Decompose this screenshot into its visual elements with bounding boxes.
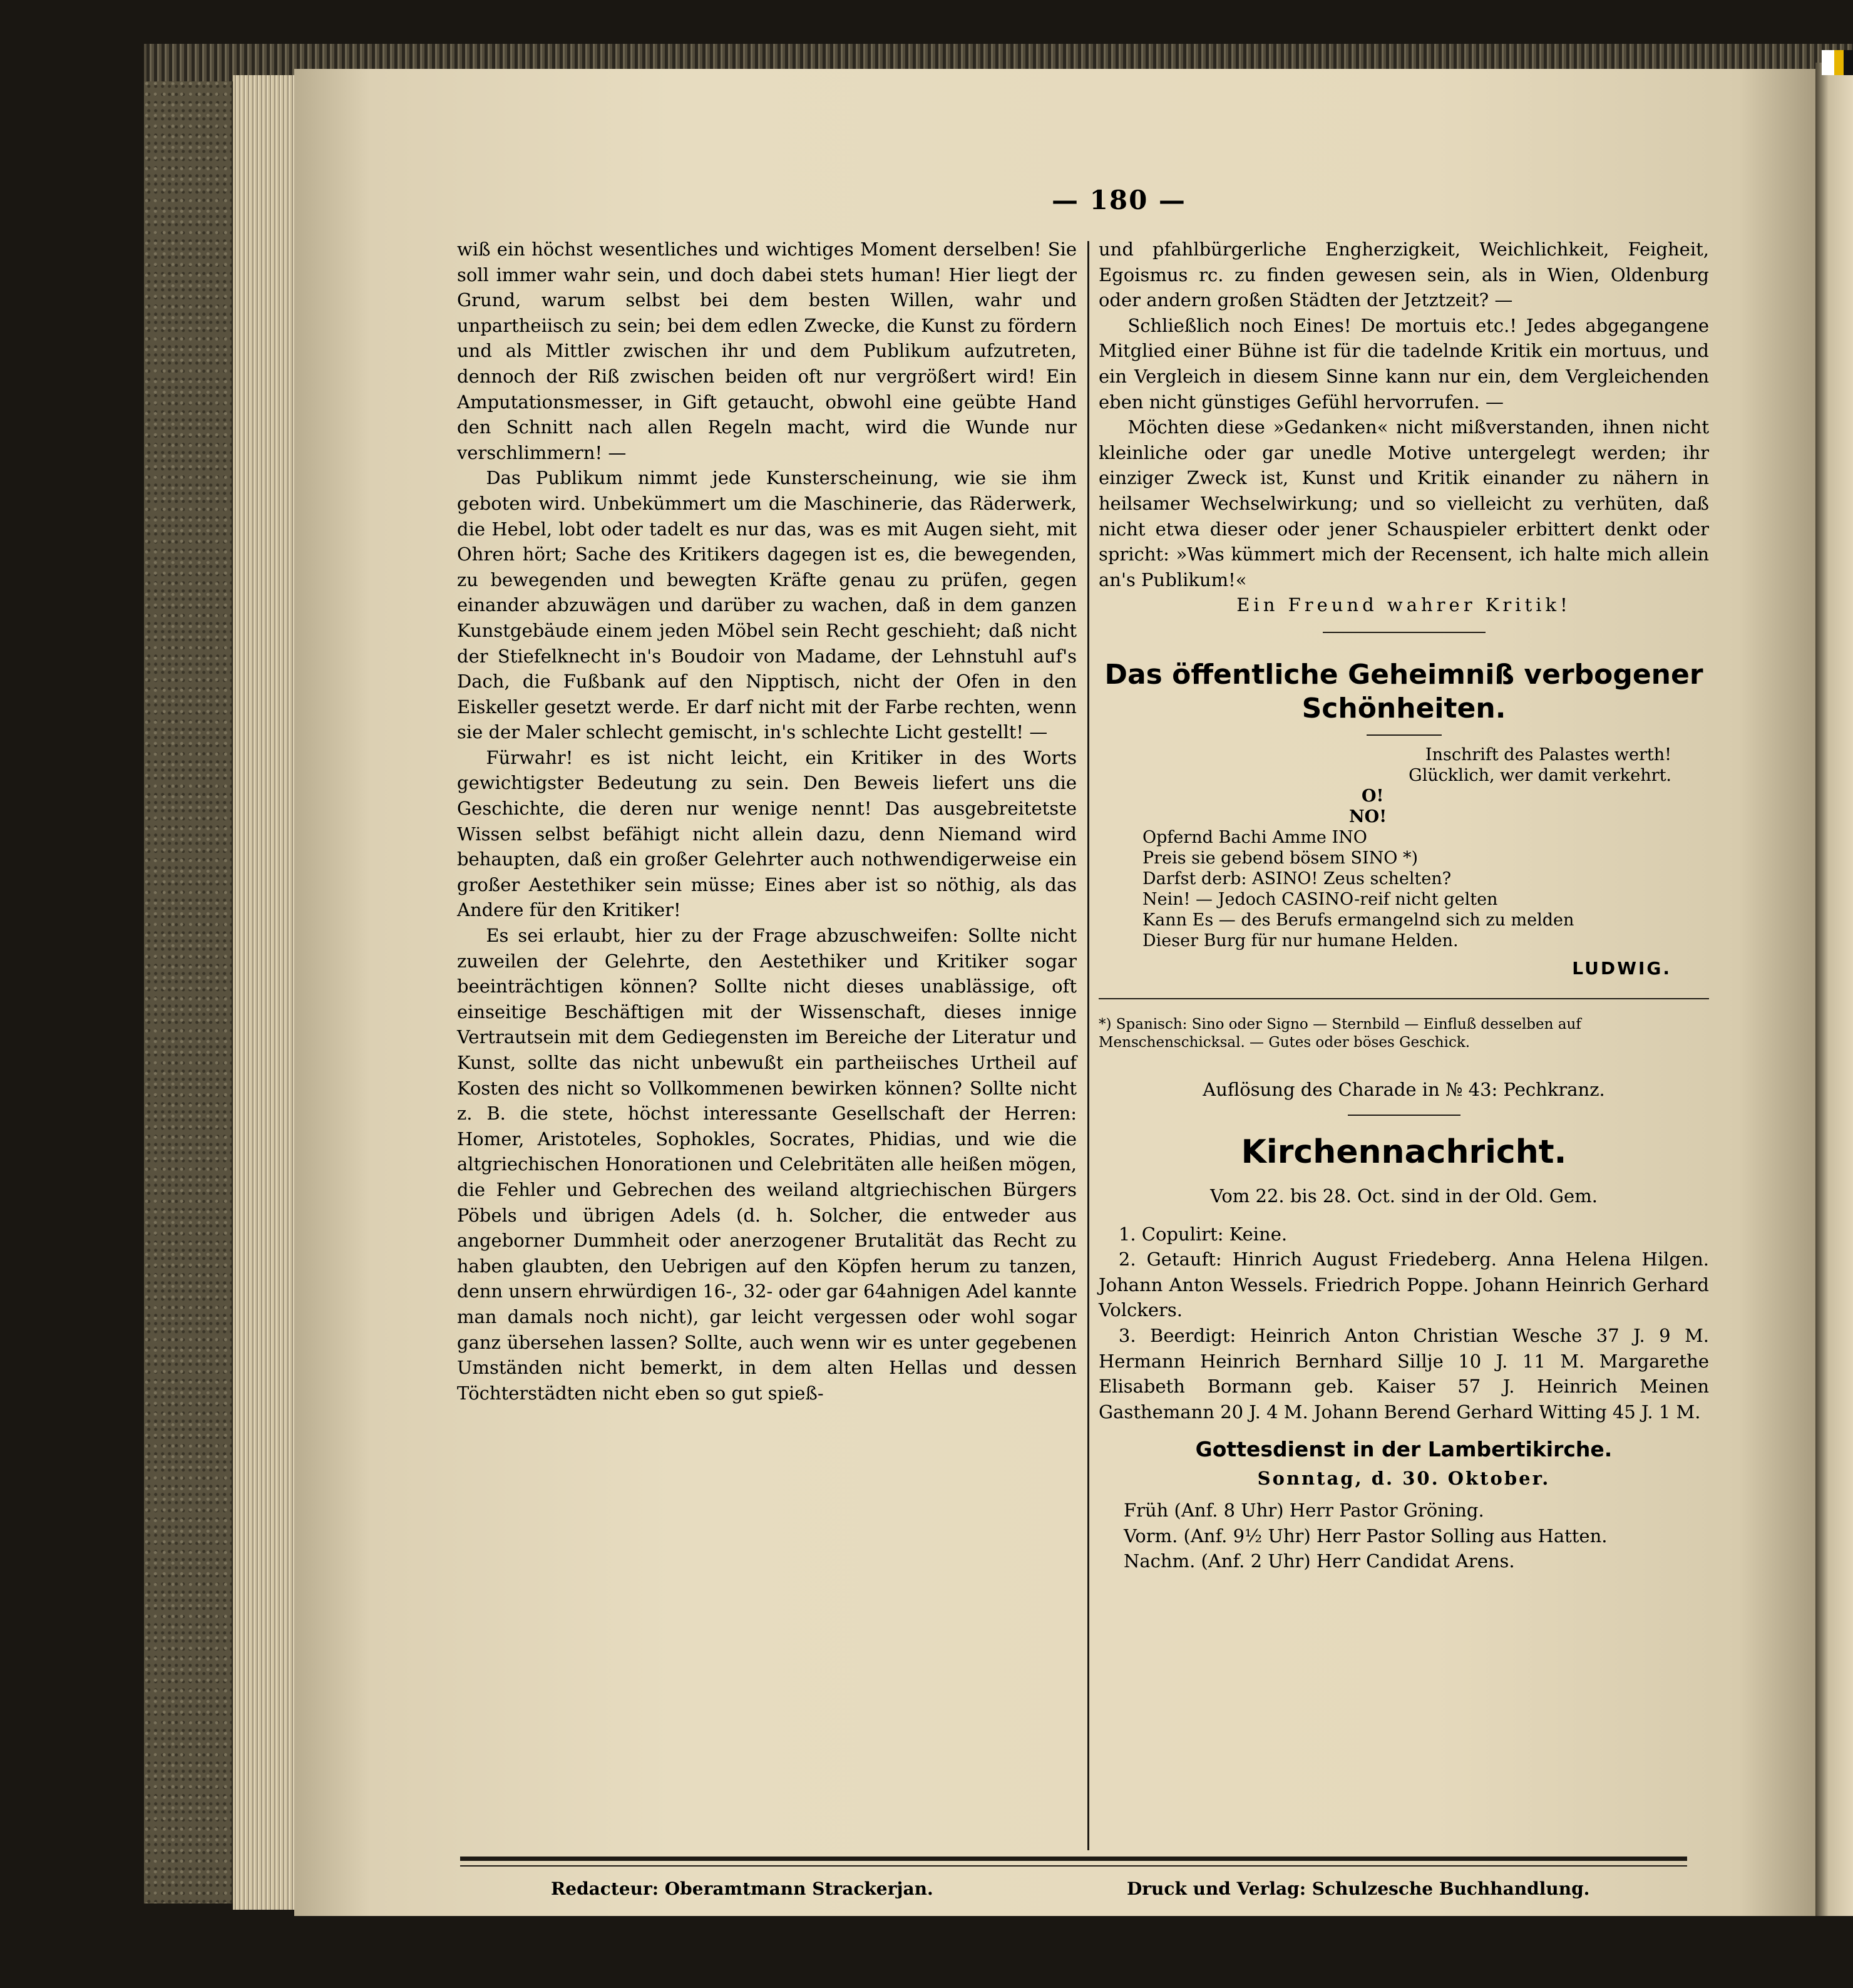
paragraph: Es sei erlaubt, hier zu der Frage abzuschweifen: Sollte nicht zuweilen der Gelehrte, den Aestethiker und Kritiker sogar beeinträchtigen können? Sollte nicht dieses unablässige, oft einseitige Beschäftigen mit der Wissenschaft, dieses innige Vertrautsein mit dem Gediegensten im Bereiche der Literatur und Kunst, sollte das nicht unbewußt ein partheiisches Urtheil auf Kosten des nicht so Vollkommenen bewirken können? Sollte nicht z. B. die stete, höchst interessante Gesellschaft der Herren: Homer, Aristoteles, Sophokles, Socrates, Phidias, und wie die altgriechischen Honorationen und Celebritäten alle heißen mögen, die Fehler und Gebrechen des weiland altgriechischen Bürgers Pöbels und übrigen Adels (d. h. Solcher, die entweder aus angeborner Dummheit oder anerzogener Brutalität das Recht zu haben glaubten, den Uebrigen auf den Köpfen herum zu tanzen, denn unsern ehrwürdigen 16-, 32- oder gar 64ahnigen Adel kannte man damals noch nicht), gar leicht vergessen oder wohl sogar ganz übersehen lassen? Sollte, auch wenn wir es unter gegebenen Umständen nicht bemerkt, in dem alten Hellas und dessen Töchterstädten nicht eben so gut spieß- bbox=[457, 925, 1077, 1404]
next-page-edge bbox=[1815, 63, 1853, 1916]
poem-line: Inschrift des Palastes werth! bbox=[1425, 744, 1671, 765]
column-divider bbox=[1087, 241, 1089, 1850]
footnote: *) Spanisch: Sino oder Signo — Sternbild — Einfluß desselben auf Menschenschicksal. — Gutes oder böses Geschick. bbox=[1099, 1016, 1581, 1051]
poem-line: Dieser Burg für nur humane Helden. bbox=[1142, 930, 1459, 950]
poem-line: NO! bbox=[1349, 806, 1387, 827]
service-heading: Gottesdienst in der Lambertikirche. bbox=[1195, 1437, 1613, 1462]
marbled-cover bbox=[144, 81, 235, 1903]
footer-rule-thin bbox=[460, 1865, 1687, 1867]
poem-line: Darfst derb: ASINO! Zeus schelten? bbox=[1142, 868, 1452, 888]
poem-line: Glücklich, wer damit verkehrt. bbox=[1409, 765, 1671, 785]
poem-line: Kann Es — des Berufs ermangelnd sich zu melden bbox=[1142, 910, 1574, 930]
poem-line: Preis sie gebend bösem SINO *) bbox=[1142, 848, 1419, 868]
service-date: Sonntag, d. 30. Oktober. bbox=[1257, 1468, 1551, 1490]
church-news-item: 2. Getauft: Hinrich August Friedeberg. Anna Helena Hilgen. Johann Anton Wessels. Friedrich Poppe. Johann Heinrich Gerhard Volckers. bbox=[1099, 1249, 1709, 1321]
charade-solution: Auflösung des Charade in № 43: Pechkranz. bbox=[1203, 1078, 1605, 1100]
poem-line: Opfernd Bachi Amme INO bbox=[1142, 827, 1367, 847]
poem-author: LUDWIG. bbox=[1572, 957, 1671, 979]
service-line: Vorm. (Anf. 9½ Uhr) Herr Pastor Solling aus Hatten. bbox=[1124, 1525, 1608, 1547]
paragraph: Das Publikum nimmt jede Kunsterscheinung, wie sie ihm geboten wird. Unbekümmert um die Maschinerie, das Räderwerk, die Hebel, lobt oder tadelt es nur das, was es mit Augen sieht, mit Ohren hört; Sache des Kritikers dagegen ist es, die bewegenden, zu bewegenden und bewegten Kräfte genau zu prüfen, gegen einander abzuwägen und darüber zu wachen, daß in dem ganzen Kunstgebäude einem jeden Möbel sein Recht geschieht; daß nicht der Stiefelknecht in's Boudoir von Madame, der Lehnstuhl auf's Dach, die Fußbank auf den Nipptisch, nicht der Ofen in den Eiskeller gesetzt werde. Er darf nicht mit der Farbe rechten, wenn sie der Maler schlecht gemischt, in's schlechte Licht gestellt! — bbox=[457, 467, 1077, 743]
color-calibration-chip bbox=[1822, 50, 1853, 75]
poem-heading: Das öffentliche Geheimniß verbogener Schönheiten. bbox=[1104, 658, 1703, 724]
service-line: Früh (Anf. 8 Uhr) Herr Pastor Gröning. bbox=[1124, 1500, 1484, 1522]
page-edges bbox=[233, 75, 295, 1910]
paragraph: Fürwahr! es ist nicht leicht, ein Kritiker in des Worts gewichtigster Bedeutung zu sein. Den Beweis liefert uns die Geschichte, die deren nur wenige nennt! Das ausgebreitetste Wissen selbst befähigt nicht allein dazu, denn Niemand wird behaupten, daß ein großer Gelehrter auch nothwendigerweise ein großer Aestethiker sein müsse; Eines aber ist so nöthig, als das Andere für den Kritiker! bbox=[457, 746, 1077, 921]
church-news-intro: Vom 22. bis 28. Oct. sind in der Old. Gem. bbox=[1210, 1185, 1598, 1207]
left-column bbox=[457, 237, 1077, 1406]
article-signature: Ein Freund wahrer Kritik! bbox=[1236, 594, 1571, 616]
section-rule bbox=[1367, 734, 1442, 736]
footnote-rule bbox=[1099, 998, 1709, 999]
editor-line: Redacteur: Oberamtmann Strackerjan. bbox=[551, 1878, 933, 1899]
footer-rule-thick bbox=[460, 1857, 1687, 1861]
paragraph: Schließlich noch Eines! De mortuis etc.! Jedes abgegangene Mitglied einer Bühne ist für die tadelnde Kritik ein mortuus, und ein Vergleich in diesem Sinne kann nur ein, dem Vergleichenden eben nicht günstiges Gefühl hervorrufen. — bbox=[1099, 314, 1709, 413]
right-column bbox=[1099, 237, 1709, 1574]
publisher-line: Druck und Verlag: Schulzesche Buchhandlung. bbox=[1127, 1878, 1590, 1899]
section-rule bbox=[1323, 632, 1486, 633]
church-news-item: 1. Copulirt: Keine. bbox=[1118, 1223, 1288, 1245]
church-news-heading: Kirchennachricht. bbox=[1241, 1133, 1567, 1172]
paragraph: und pfahlbürgerliche Engherzigkeit, Weichlichkeit, Feigheit, Egoismus rc. zu finden gewesen sein, als in Wien, Oldenburg oder andern großen Städten der Jetztzeit? — bbox=[1099, 239, 1709, 311]
paragraph: Möchten diese »Gedanken« nicht mißverstanden, ihnen nicht kleinliche oder gar unedle Motive untergelegt werden; ihr einziger Zweck ist, Kunst und Kritik einander zu nähern in heilsamer Wechselwirkung; und so vielleicht zu verhüten, daß nicht etwa dieser oder jener Schauspieler erbittert denkt oder spricht: »Was kümmert mich der Recensent, ich halte mich allein an's Publikum!« bbox=[1099, 416, 1709, 590]
paragraph: wiß ein höchst wesentliches und wichtiges Moment derselben! Sie soll immer wahr sein, und doch dabei stets human! Hier liegt der Grund, warum selbst bei dem besten Willen, wahr und unpartheiisch zu sein; bei dem edlen Zwecke, die Kunst zu fördern und als Mittler zwischen ihr und dem Publikum aufzutreten, dennoch der Riß zwischen beiden oft nur vergrößert wird! Ein Amputationsmesser, in Gift getaucht, obwohl eine geübte Hand den Schnitt nach allen Regeln macht, wird die Wunde nur verschlimmern! — bbox=[457, 239, 1077, 463]
poem-line: Nein! — Jedoch CASINO-reif nicht gelten bbox=[1142, 889, 1498, 909]
church-news-item: 3. Beerdigt: Heinrich Anton Christian Wesche 37 J. 9 M. Hermann Heinrich Bernhard Sillje 10 J. 11 M. Margarethe Elisabeth Bormann geb. Kaiser 57 J. Heinrich Meinen Gasthemann 20 J. 4 M. Johann Berend Gerhard Witting 45 J. 1 M. bbox=[1099, 1325, 1709, 1423]
service-line: Nachm. (Anf. 2 Uhr) Herr Candidat Arens. bbox=[1124, 1550, 1515, 1572]
poem bbox=[1099, 744, 1709, 951]
page-number: — 180 — bbox=[1052, 185, 1186, 215]
section-rule bbox=[1348, 1115, 1460, 1116]
poem-line: O! bbox=[1362, 786, 1384, 806]
